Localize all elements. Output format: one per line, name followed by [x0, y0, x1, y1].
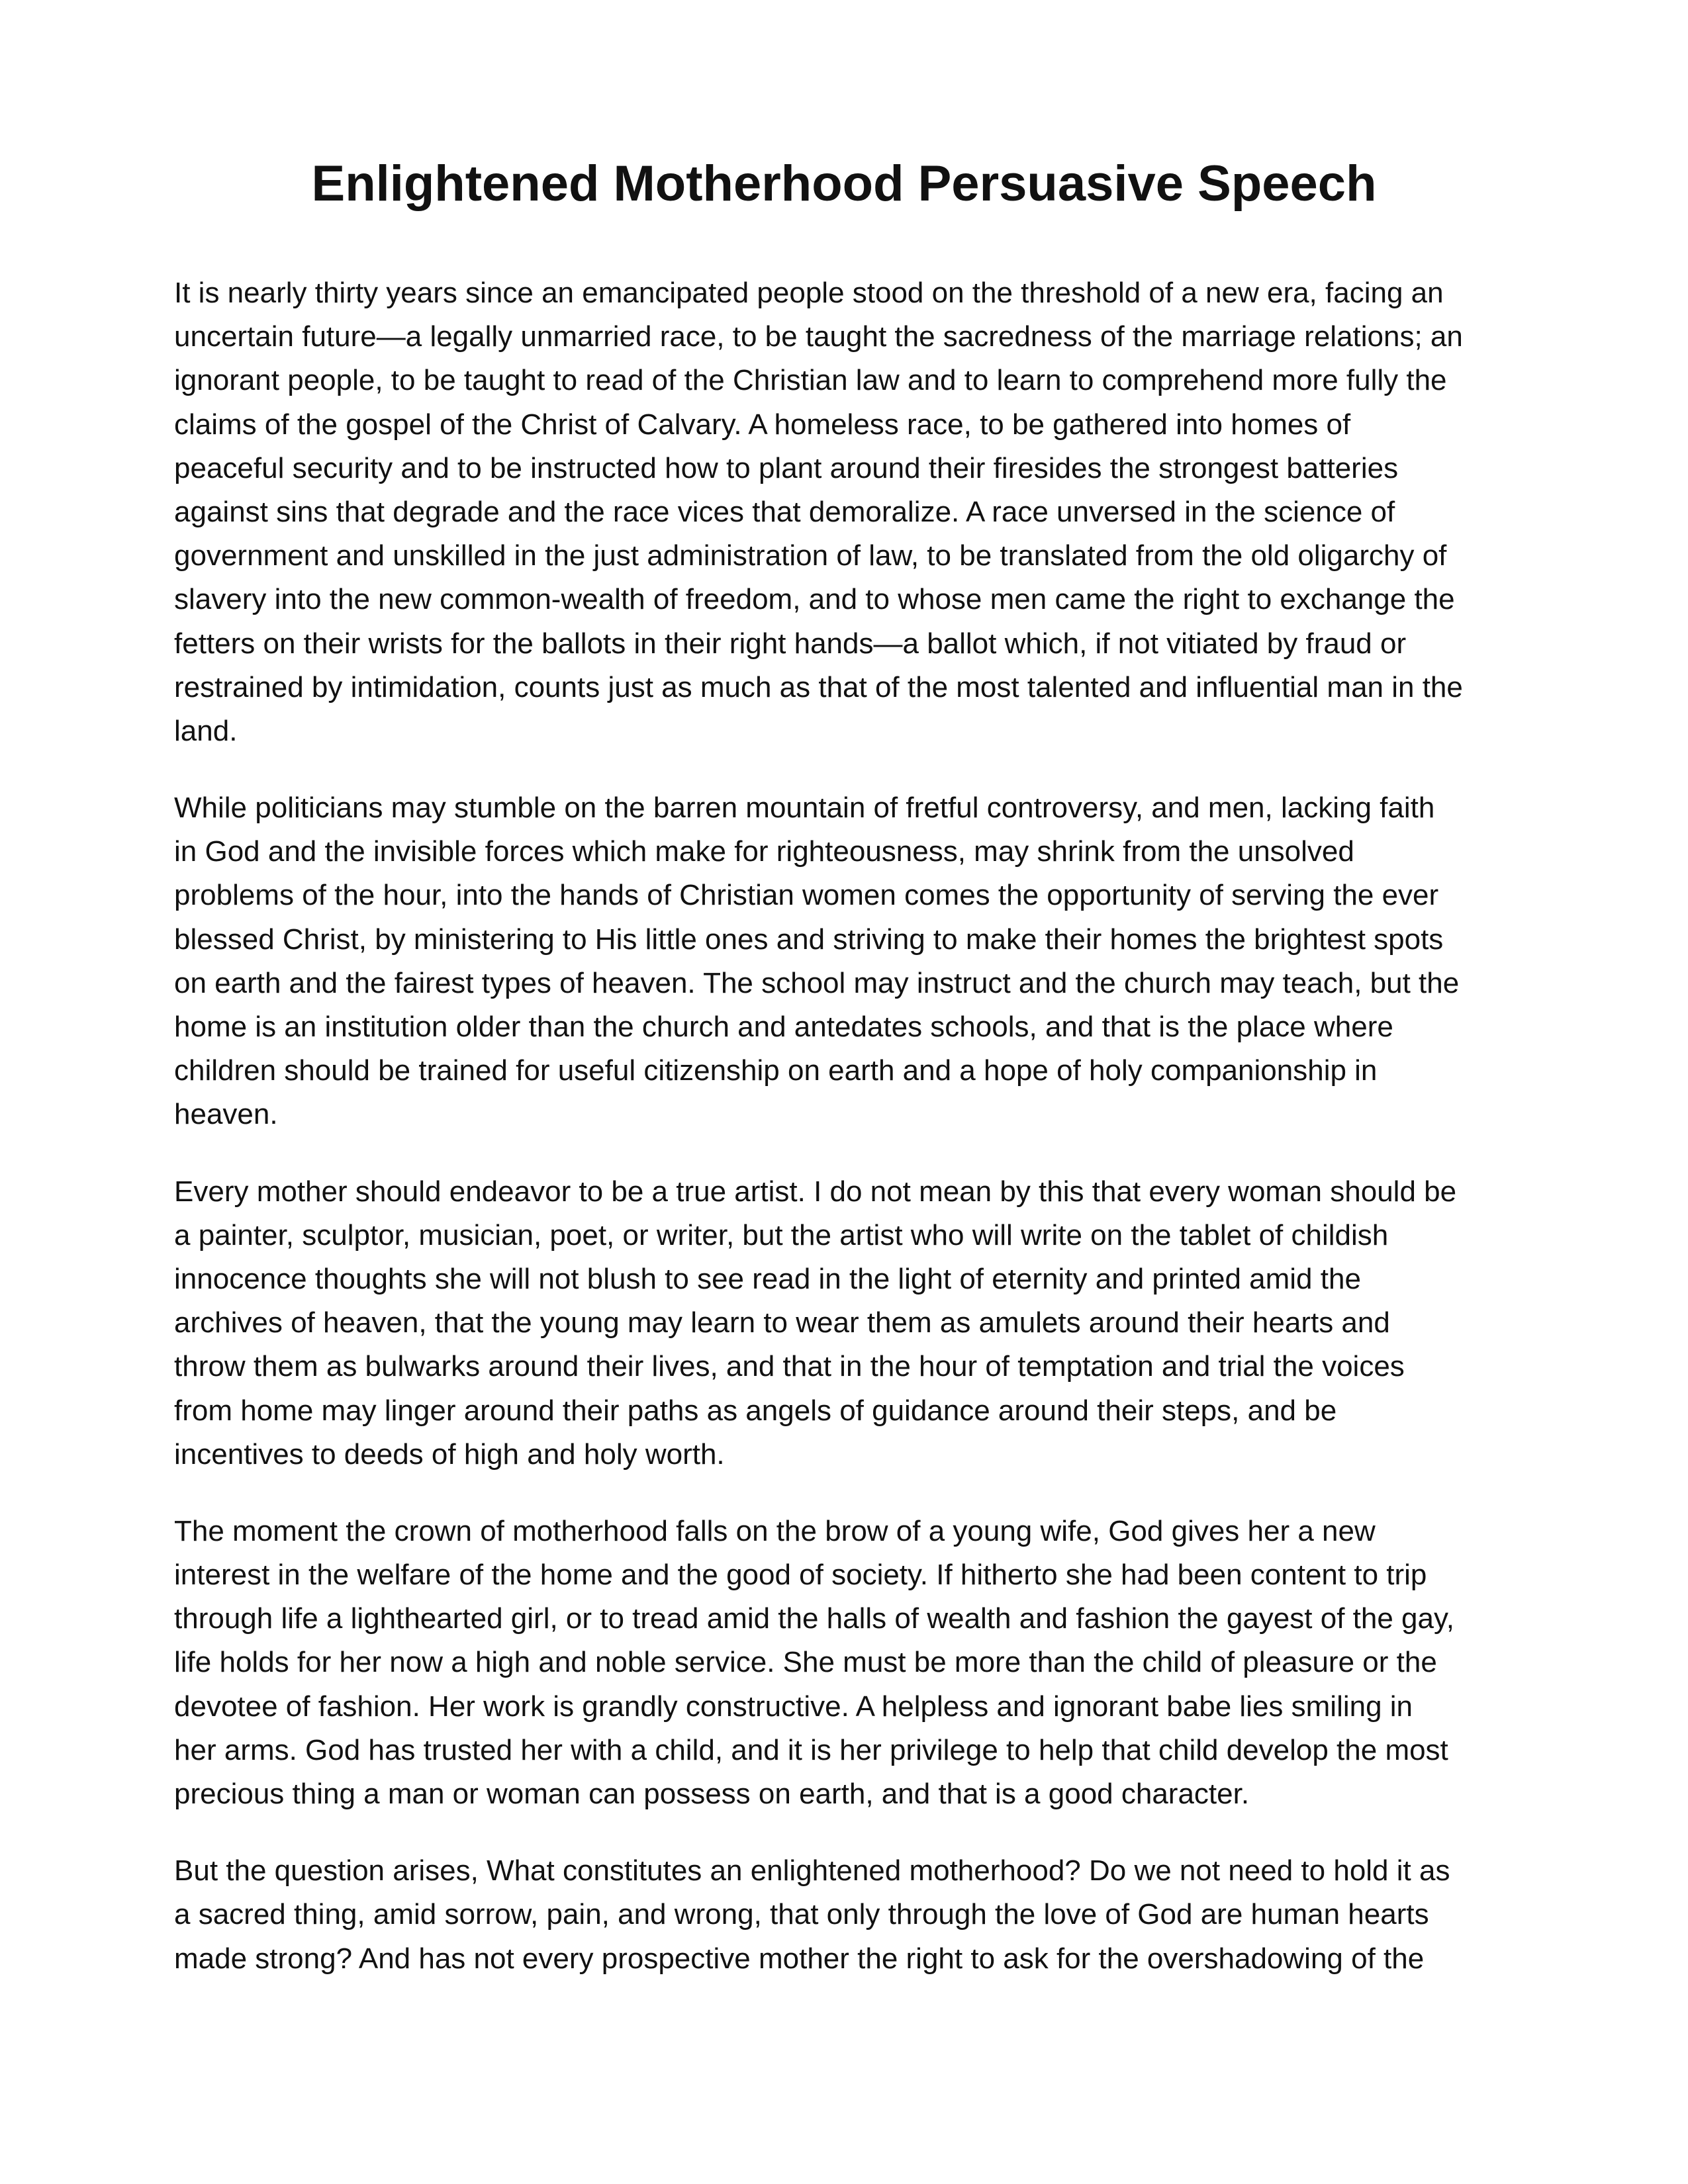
text-line: archives of heaven, that the young may learn to wear them as amulets around their hearts and — [174, 1306, 1390, 1340]
text-line: problems of the hour, into the hands of Christian women comes the opportunity of serving the ever — [174, 879, 1439, 912]
text-line: in God and the invisible forces which make for righteousness, may shrink from the unsolved — [174, 835, 1354, 868]
text-line: peaceful security and to be instructed how to plant around their firesides the strongest batteries — [174, 451, 1399, 484]
text-line: devotee of fashion. Her work is grandly constructive. A helpless and ignorant babe lies smiling in — [174, 1690, 1413, 1723]
text-line: made strong? And has not every prospective mother the right to ask for the overshadowing of the — [174, 1942, 1425, 1975]
text-line: It is nearly thirty years since an emancipated people stood on the threshold of a new era, facing an — [174, 277, 1444, 309]
text-line: a sacred thing, amid sorrow, pain, and wrong, that only through the love of God are human hearts — [174, 1898, 1429, 1931]
text-line: government and unskilled in the just administration of law, to be translated from the old oligarchy of — [174, 539, 1447, 572]
text-line: Every mother should endeavor to be a true artist. I do not mean by this that every woman should be — [174, 1175, 1457, 1208]
text-line: a painter, sculptor, musician, poet, or writer, but the artist who will write on the tablet of childish — [174, 1218, 1389, 1251]
document-body — [174, 271, 1531, 2014]
paragraph-2 — [174, 786, 1531, 1137]
text-line: on earth and the fairest types of heaven. The school may instruct and the church may teach, but the — [174, 966, 1460, 999]
text-line: incentives to deeds of high and holy worth. — [174, 1437, 725, 1471]
text-line: fetters on their wrists for the ballots in their right hands—a ballot which, if not vitiated by fraud or — [174, 627, 1407, 660]
text-line: throw them as bulwarks around their lives, and that in the hour of temptation and trial the voices — [174, 1350, 1405, 1383]
text-line: through life a lighthearted girl, or to tread amid the halls of wealth and fashion the gayest of the gay, — [174, 1602, 1454, 1635]
text-line: ignorant people, to be taught to read of the Christian law and to learn to comprehend more fully the — [174, 364, 1447, 397]
text-line: But the question arises, What constitutes an enlightened motherhood? Do we not need to hold it as — [174, 1854, 1450, 1888]
text-line: life holds for her now a high and noble service. She must be more than the child of pleasure or the — [174, 1646, 1437, 1679]
text-line: against sins that degrade and the race vices that demoralize. A race unversed in the science of — [174, 495, 1395, 528]
text-line: children should be trained for useful citizenship on earth and a hope of holy companionship in — [174, 1054, 1378, 1087]
paragraph-1 — [174, 271, 1531, 753]
document-title: Enlightened Motherhood Persuasive Speech — [311, 156, 1377, 212]
text-line: restrained by intimidation, counts just as much as that of the most talented and influential man in the — [174, 670, 1463, 704]
text-line: uncertain future—a legally unmarried race, to be taught the sacredness of the marriage relations; an — [174, 320, 1463, 353]
text-line: The moment the crown of motherhood falls on the brow of a young wife, God gives her a new — [174, 1514, 1376, 1547]
paragraph-4 — [174, 1510, 1531, 1816]
text-line: land. — [174, 714, 238, 747]
paragraph-5 — [174, 1849, 1531, 1981]
text-line: heaven. — [174, 1098, 278, 1131]
text-line: home is an institution older than the church and antedates schools, and that is the place where — [174, 1011, 1393, 1043]
text-line: interest in the welfare of the home and the good of society. If hitherto she had been content to trip — [174, 1559, 1427, 1592]
paragraph-3 — [174, 1170, 1531, 1477]
text-line: claims of the gospel of the Christ of Calvary. A homeless race, to be gathered into homes of — [174, 408, 1351, 441]
text-line: slavery into the new common-wealth of freedom, and to whose men came the right to exchange the — [174, 583, 1455, 616]
text-line: her arms. God has trusted her with a child, and it is her privilege to help that child develop the most — [174, 1733, 1448, 1766]
text-line: blessed Christ, by ministering to His little ones and striving to make their homes the brightest spots — [174, 923, 1444, 956]
text-line: precious thing a man or woman can possess on earth, and that is a good character. — [174, 1778, 1250, 1810]
text-line: from home may linger around their paths as angels of guidance around their steps, and be — [174, 1394, 1337, 1427]
text-line: While politicians may stumble on the barren mountain of fretful controversy, and men, lacking faith — [174, 792, 1435, 825]
text-line: innocence thoughts she will not blush to see read in the light of eternity and printed amid the — [174, 1262, 1361, 1295]
